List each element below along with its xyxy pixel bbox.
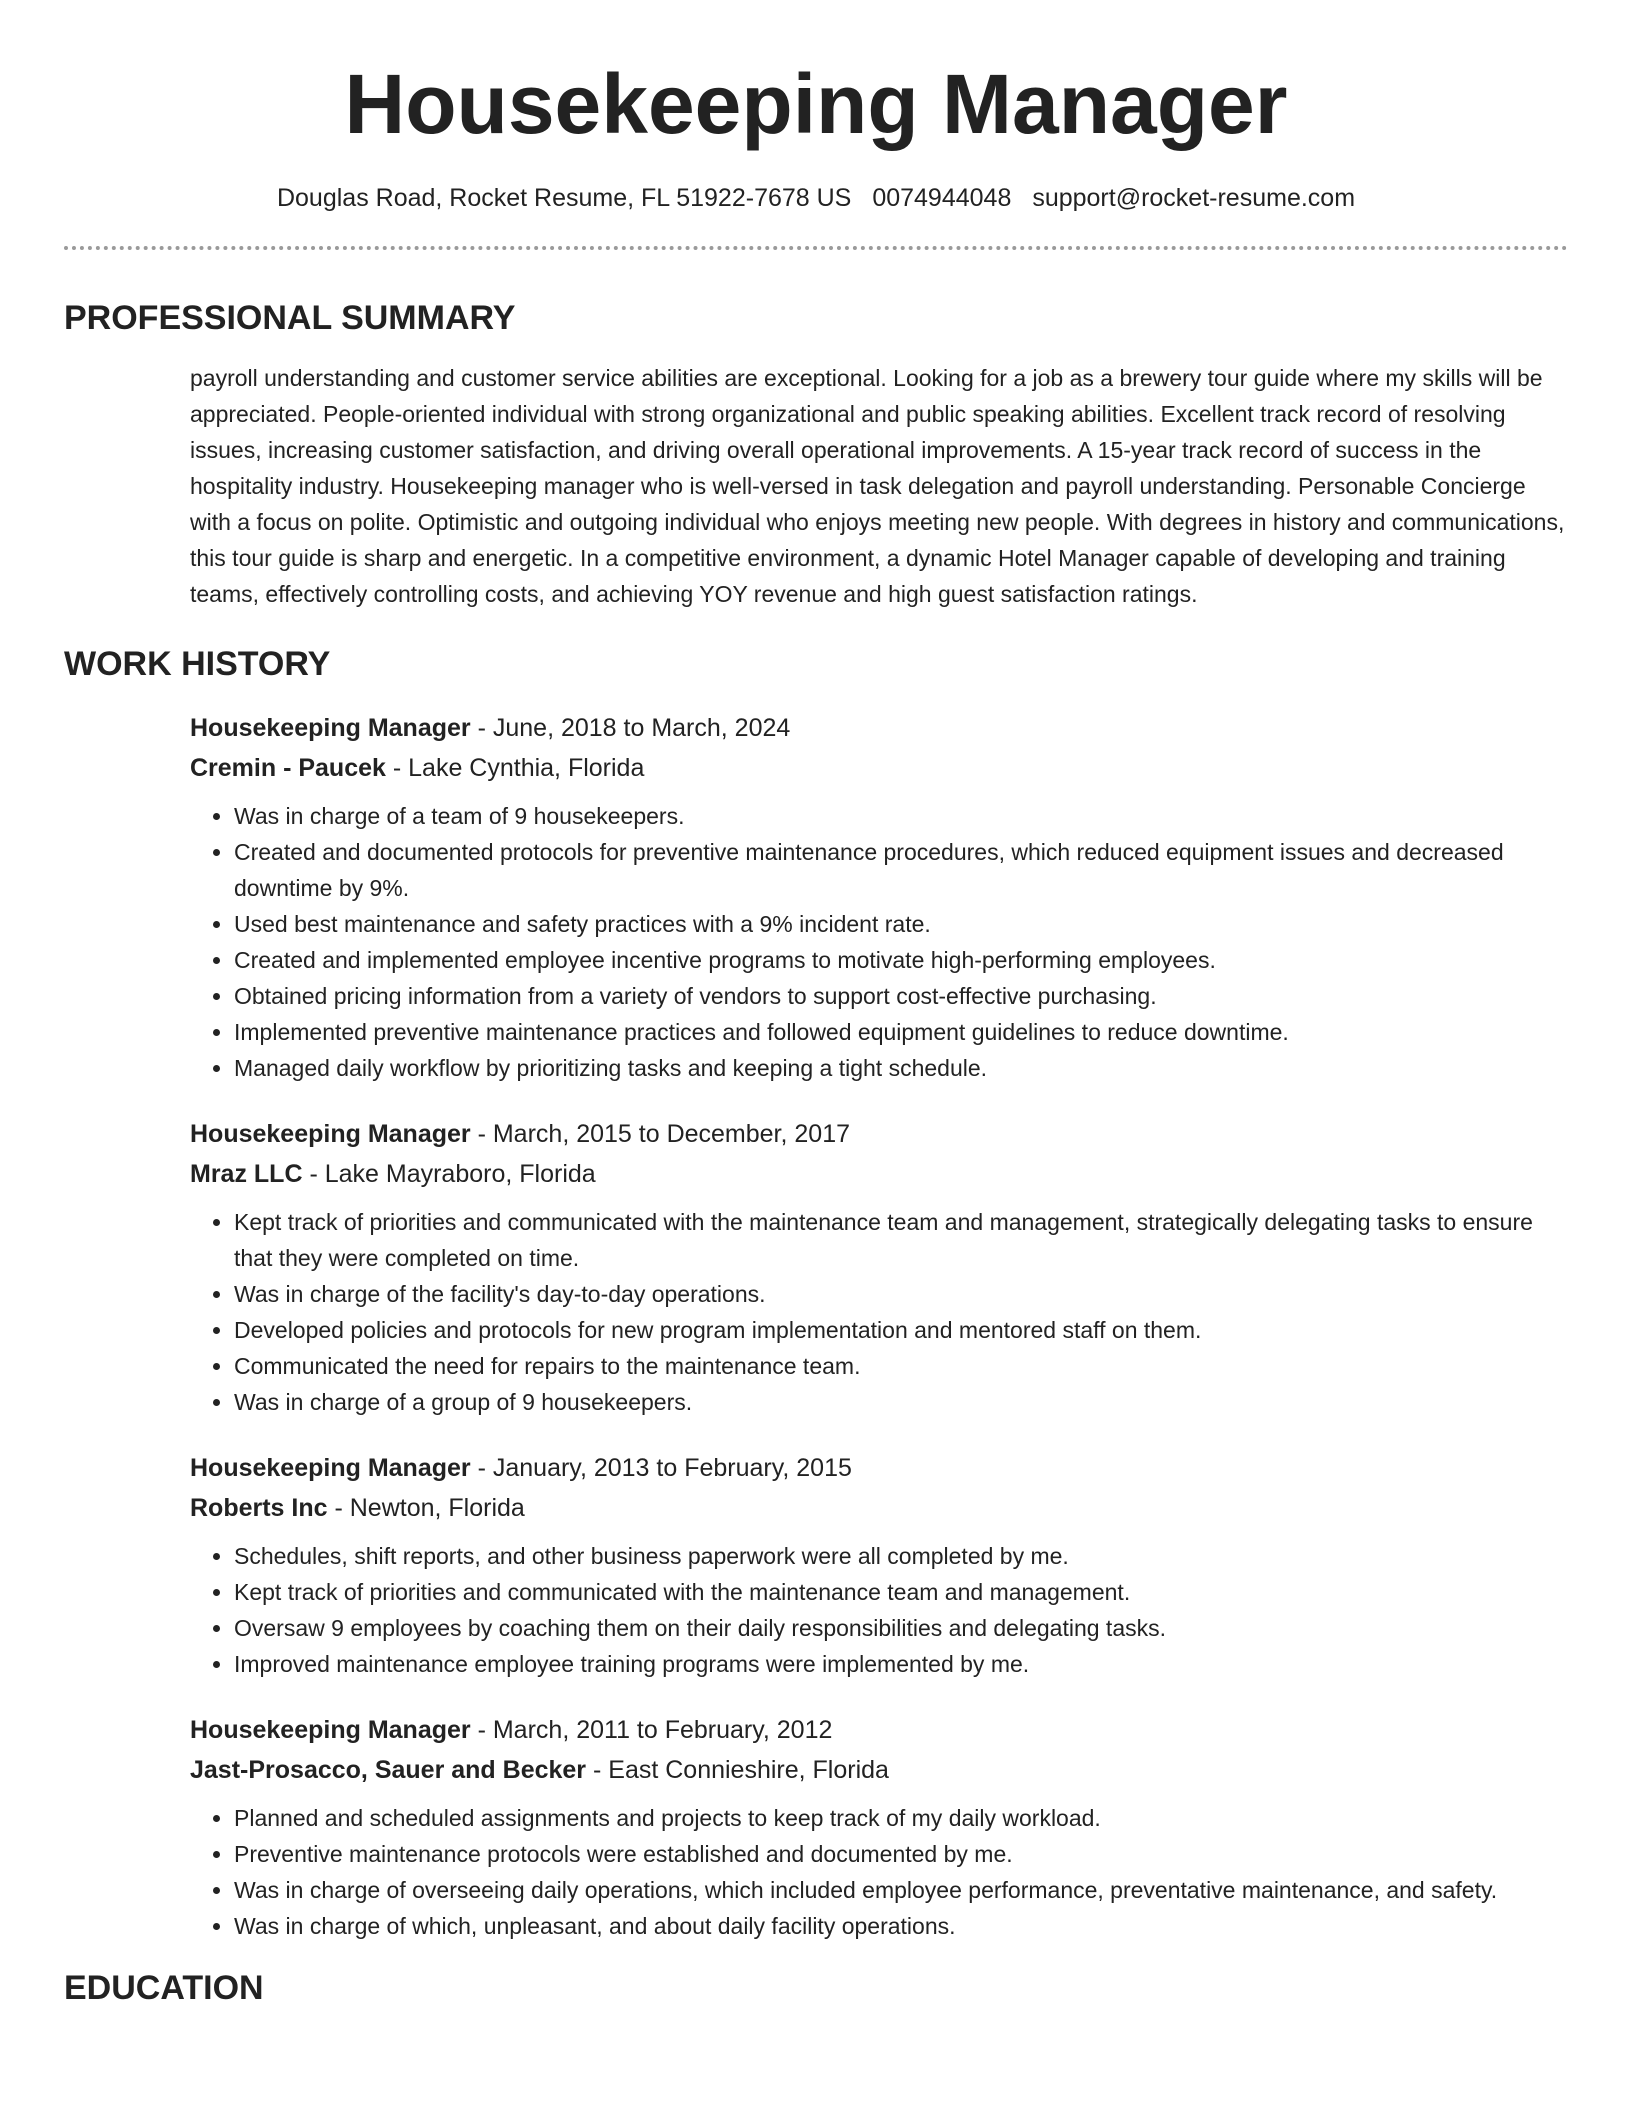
job-bullet: • Was in charge of the facility's day-to-day operations. <box>234 1276 1568 1312</box>
job-bullet: • Kept track of priorities and communicated with the maintenance team and management, strategically delegating tasks to ensure that they were completed on time. <box>234 1204 1568 1276</box>
job-bullet: • Created and documented protocols for preventive maintenance procedures, which reduced equipment issues and decreased downtime by 9%. <box>234 834 1568 906</box>
job-dates: - June, 2018 to March, 2024 <box>470 714 791 742</box>
job-entry <box>190 1448 1568 1682</box>
resume-title: Housekeeping Manager <box>344 57 1288 151</box>
summary-section <box>64 296 1568 612</box>
work-history-heading: WORK HISTORY <box>64 645 331 683</box>
job-bullet: • Obtained pricing information from a variety of vendors to support cost-effective purchasing. <box>234 978 1568 1014</box>
job-title: Housekeeping Manager <box>190 1716 471 1744</box>
job-bullet: • Planned and scheduled assignments and projects to keep track of my daily workload. <box>234 1800 1568 1836</box>
job-bullet: • Kept track of priorities and communicated with the maintenance team and management. <box>234 1574 1568 1610</box>
job-bullet: • Managed daily workflow by prioritizing tasks and keeping a tight schedule. <box>234 1050 1568 1086</box>
job-bullet: • Communicated the need for repairs to the maintenance team. <box>234 1348 1568 1384</box>
job-company: Jast-Prosacco, Sauer and Becker <box>190 1756 587 1784</box>
job-title-line <box>190 1710 1568 1750</box>
contact-line <box>64 180 1568 216</box>
job-location: - East Connieshire, Florida <box>586 1756 889 1784</box>
job-bullets <box>190 1800 1568 1944</box>
job-bullets <box>190 1204 1568 1420</box>
job-bullet: • Improved maintenance employee training programs were implemented by me. <box>234 1646 1568 1682</box>
job-title: Housekeeping Manager <box>190 1120 471 1148</box>
job-title-line <box>190 708 1568 748</box>
job-company-line <box>190 1750 1568 1790</box>
job-dates: - March, 2015 to December, 2017 <box>470 1120 851 1148</box>
job-dates: - January, 2013 to February, 2015 <box>470 1454 852 1482</box>
summary-heading: PROFESSIONAL SUMMARY <box>64 299 516 337</box>
job-company-line <box>190 1488 1568 1528</box>
job-bullet: • Oversaw 9 employees by coaching them on their daily responsibilities and delegating tasks. <box>234 1610 1568 1646</box>
job-bullets <box>190 798 1568 1086</box>
job-title: Housekeeping Manager <box>190 1454 471 1482</box>
job-title-line <box>190 1448 1568 1488</box>
job-bullet: • Was in charge of which, unpleasant, and about daily facility operations. <box>234 1908 1568 1944</box>
contact-email: support@rocket-resume.com <box>1032 184 1356 212</box>
job-bullet: • Was in charge of a team of 9 housekeepers. <box>234 798 1568 834</box>
job-company-line <box>190 748 1568 788</box>
education-section <box>64 1966 1568 2010</box>
job-dates: - March, 2011 to February, 2012 <box>470 1716 833 1744</box>
job-title: Housekeeping Manager <box>190 714 471 742</box>
summary-text: payroll understanding and customer service abilities are exceptional. Looking for a job as a brewery tour guide where my skills will be appreciated. People-oriented individual with strong organizational and public speaking abilities. Excellent track record of resolving issues, increasing customer satisfaction, and driving overall operational improvements. A 15-year track record of success in the hospitality industry. Housekeeping manager who is well-versed in task delegation and payroll understanding. Personable Concierge with a focus on polite. Optimistic and outgoing individual who enjoys meeting new people. With degrees in history and communications, this tour guide is sharp and energetic. In a competitive environment, a dynamic Hotel Manager capable of developing and training teams, effectively controlling costs, and achieving YOY revenue and high guest satisfaction ratings. <box>190 365 1565 607</box>
job-company: Roberts Inc <box>190 1494 328 1522</box>
job-location: - Lake Cynthia, Florida <box>385 754 645 782</box>
resume-page <box>64 0 1568 2010</box>
job-entry <box>190 1710 1568 1944</box>
job-bullet: • Was in charge of a group of 9 housekeepers. <box>234 1384 1568 1420</box>
job-bullet: • Used best maintenance and safety practices with a 9% incident rate. <box>234 906 1568 942</box>
job-entry <box>190 1114 1568 1420</box>
job-bullet: • Developed policies and protocols for new program implementation and mentored staff on them. <box>234 1312 1568 1348</box>
job-location: - Newton, Florida <box>327 1494 525 1522</box>
job-bullet: • Preventive maintenance protocols were established and documented by me. <box>234 1836 1568 1872</box>
job-location: - Lake Mayraboro, Florida <box>302 1160 596 1188</box>
job-company: Cremin - Paucek <box>190 754 386 782</box>
job-bullet: • Created and implemented employee incentive programs to motivate high-performing employees. <box>234 942 1568 978</box>
work-history-section <box>64 642 1568 1944</box>
job-company-line <box>190 1154 1568 1194</box>
job-bullet: • Was in charge of overseeing daily operations, which included employee performance, preventative maintenance, and safety. <box>234 1872 1568 1908</box>
header-divider <box>64 246 1568 250</box>
job-bullets <box>190 1538 1568 1682</box>
job-title-line <box>190 1114 1568 1154</box>
job-bullet: • Schedules, shift reports, and other business paperwork were all completed by me. <box>234 1538 1568 1574</box>
education-heading: EDUCATION <box>64 1969 264 2007</box>
job-company: Mraz LLC <box>190 1160 303 1188</box>
job-bullet: • Implemented preventive maintenance practices and followed equipment guidelines to reduce downtime. <box>234 1014 1568 1050</box>
contact-phone: 0074944048 <box>872 184 1012 212</box>
job-entry <box>190 708 1568 1086</box>
contact-address: Douglas Road, Rocket Resume, FL 51922-7678 US <box>276 184 852 212</box>
